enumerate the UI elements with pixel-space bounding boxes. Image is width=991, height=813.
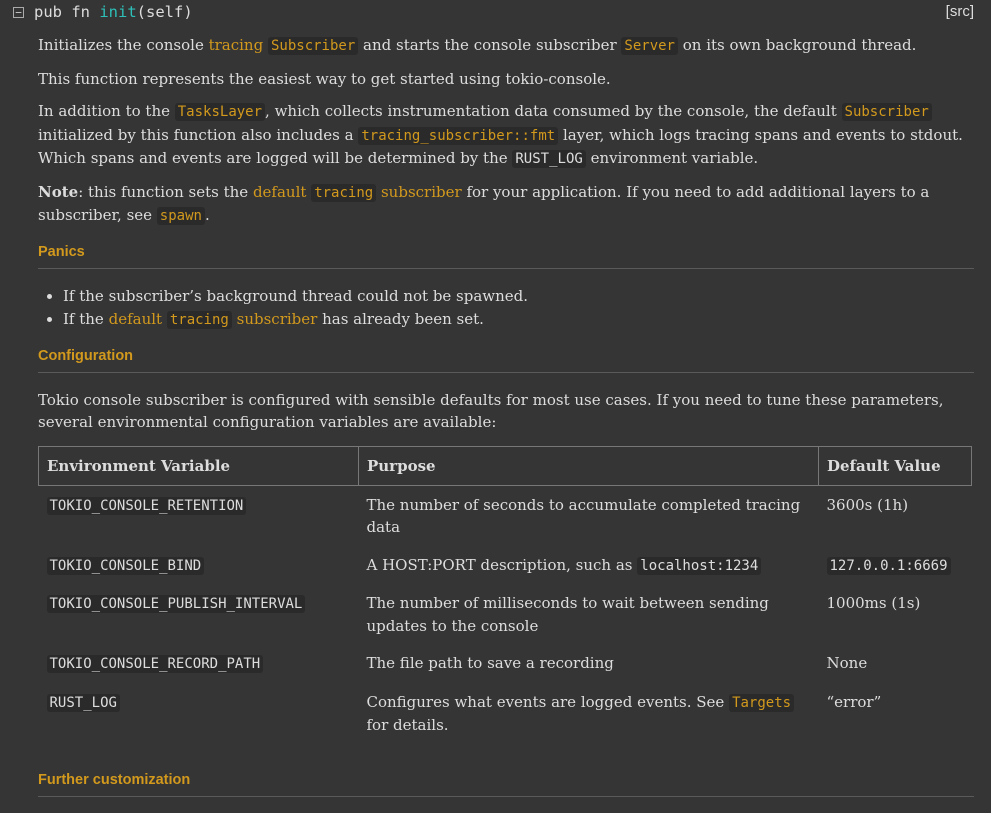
panics-heading[interactable]: Panics [38, 244, 974, 269]
table-cell [39, 546, 359, 585]
default-link[interactable]: default [252, 182, 307, 201]
server-link[interactable]: Server [621, 37, 678, 55]
taskslayer-link[interactable]: TasksLayer [175, 103, 265, 121]
list-item [63, 308, 974, 332]
panics-list [38, 285, 974, 332]
text: initialized by this function also includes a [38, 125, 359, 144]
tracing-link[interactable]: tracing [167, 311, 232, 329]
fn-name-link[interactable]: init [99, 3, 137, 21]
table-cell [359, 683, 819, 744]
text: If the [63, 309, 109, 328]
table-cell: 3600s (1h) [826, 495, 909, 514]
env-var-table [38, 446, 972, 744]
targets-link[interactable]: Targets [729, 694, 794, 712]
table-row [39, 683, 972, 744]
tracing-subscriber-fmt-link[interactable]: tracing_subscriber::fmt [358, 127, 558, 145]
text: : this function sets the [78, 182, 253, 201]
intro-paragraph-1 [38, 34, 974, 58]
tracing-link[interactable]: tracing [311, 184, 376, 202]
sig-suffix: (self) [136, 3, 193, 21]
configuration-heading[interactable]: Configuration [38, 348, 974, 373]
text: for your application. If you need to add additional layers to a subscriber, see [38, 182, 930, 224]
inline-code: localhost:1234 [637, 557, 761, 575]
table-cell [359, 546, 819, 585]
env-var-code: TOKIO_CONSOLE_RETENTION [47, 497, 247, 515]
text: for details. [366, 716, 449, 734]
default-code: 127.0.0.1:6669 [827, 557, 951, 575]
text: A HOST:PORT description, such as [366, 555, 638, 574]
sig-prefix: pub fn [34, 3, 100, 21]
table-row [39, 644, 972, 683]
spawn-link[interactable]: spawn [157, 207, 205, 225]
text: Configures what events are logged events. See [366, 692, 730, 711]
intro-paragraph-2: This function represents the easiest way to get started using tokio-console. [38, 69, 611, 88]
table-cell: The file path to save a recording [366, 654, 614, 672]
text: layer, which logs tracing spans and events to stdout. Which spans and events are logged will be determined by the [38, 125, 963, 167]
table-cell: The number of milliseconds to wait between sending updates to the console [366, 594, 769, 635]
intro-paragraph-3 [38, 100, 974, 171]
default-link[interactable]: default [108, 309, 163, 328]
table-cell [39, 644, 359, 683]
table-cell: “error” [826, 692, 882, 711]
list-item: • If the subscriber’s background thread could not be spawned. [63, 285, 974, 308]
text: Initializes the console [38, 36, 209, 54]
table-row [39, 584, 972, 644]
text: environment variable. [585, 149, 759, 167]
table-cell: 1000ms (1s) [826, 594, 921, 612]
further-customization-heading[interactable]: Further customization [38, 772, 974, 797]
table-row [39, 546, 972, 585]
table-cell: The number of seconds to accumulate completed tracing data [366, 495, 801, 536]
function-signature [34, 3, 193, 21]
note-paragraph [38, 181, 974, 228]
table-cell [39, 683, 359, 744]
rust-log-code: RUST_LOG [512, 150, 585, 168]
env-var-code: TOKIO_CONSOLE_RECORD_PATH [47, 655, 264, 673]
subscriber-link[interactable]: Subscriber [842, 103, 932, 121]
column-header: Default Value [819, 446, 972, 485]
env-var-code: RUST_LOG [47, 694, 120, 712]
text: on its own background thread. [677, 36, 917, 54]
column-header: Purpose [359, 446, 819, 485]
table-cell [39, 584, 359, 644]
column-header: Environment Variable [39, 446, 359, 485]
subscriber-link[interactable]: subscriber [236, 309, 318, 328]
configuration-text: Tokio console subscriber is configured with sensible defaults for most use cases. If you need to tune these parameters, several environmental configuration variables are available: [38, 390, 944, 431]
text: , which collects instrumentation data consumed by the console, the default [265, 102, 842, 120]
subscriber-link[interactable]: subscriber [380, 182, 462, 201]
table-cell [39, 485, 359, 546]
collapse-toggle-icon[interactable]: − [13, 7, 24, 18]
table-header-row [39, 446, 972, 485]
note-label: Note [38, 182, 79, 201]
table-cell: None [826, 654, 868, 672]
env-var-code: TOKIO_CONSOLE_BIND [47, 557, 205, 575]
tracing-link[interactable]: tracing [208, 36, 264, 54]
table-row [39, 485, 972, 546]
subscriber-link[interactable]: Subscriber [268, 37, 358, 55]
src-link[interactable]: [src] [945, 3, 974, 20]
text: In addition to the [38, 102, 175, 120]
text: . [204, 206, 210, 224]
text: has already been set. [317, 309, 484, 328]
text: and starts the console subscriber [358, 36, 622, 54]
table-cell [819, 546, 972, 585]
function-header [0, 0, 991, 26]
env-var-code: TOKIO_CONSOLE_PUBLISH_INTERVAL [47, 595, 306, 613]
doc-content [38, 34, 974, 813]
